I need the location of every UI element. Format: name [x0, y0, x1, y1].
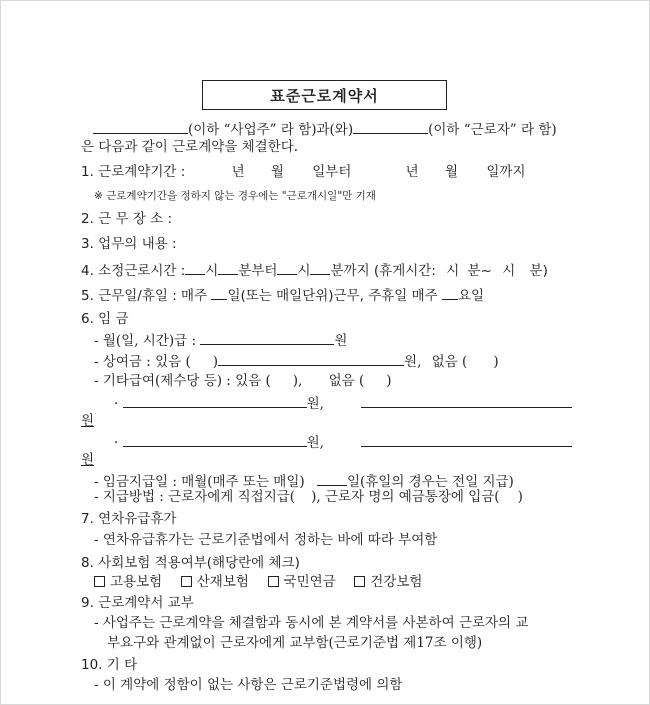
section-4-label: 4. 소정근로시간 :	[81, 263, 186, 279]
other-pay-item-1-amount-blank[interactable]	[361, 393, 572, 408]
payment-method-mid: ), 근로자 명의 예금통장에 입금(	[311, 489, 500, 505]
insurance-option-industrial[interactable]: 산재보험	[181, 574, 249, 590]
employer-name-blank[interactable]	[93, 119, 188, 134]
insurance-option-employment[interactable]: 고용보험	[94, 574, 162, 590]
section-1-note: ※ 근로계약기간을 정하지 않는 경우에는 "근로개시일"만 기재	[94, 190, 376, 202]
monthly-wage-row	[94, 330, 347, 350]
industrial-insurance-checkbox[interactable]	[181, 576, 192, 587]
payment-method-label: - 지급방법 : 근로자에게 직접지급(	[94, 489, 296, 505]
insurance-options	[94, 573, 422, 591]
employment-insurance-checkbox[interactable]	[94, 576, 105, 587]
section-3-job-description: 3. 업무의 내용 :	[81, 236, 177, 252]
health-insurance-checkbox[interactable]	[354, 576, 365, 587]
other-pay-item-2-blank[interactable]	[123, 432, 307, 447]
other-pay-none-close: )	[386, 373, 392, 389]
other-pay-item-1-unit: 원,	[306, 396, 324, 412]
bonus-amount-unit: 원,	[404, 354, 422, 370]
insurance-option-pension[interactable]: 국민연금	[268, 574, 336, 590]
section-5-mid: 일(또는 매일단위)근무, 주휴일 매주	[227, 288, 438, 304]
section-9-contract-delivery: 9. 근로계약서 교부	[81, 595, 194, 611]
other-pay-row	[94, 372, 392, 390]
section-1-contract-period	[81, 163, 525, 181]
section-7-annual-leave: 7. 연차유급휴가	[81, 511, 177, 527]
end-hour-unit: 시	[297, 263, 311, 279]
end-hour-blank[interactable]	[277, 260, 297, 275]
other-pay-item-1-wrap: 원	[81, 413, 95, 429]
workdays-per-week-blank[interactable]	[211, 285, 227, 300]
month-from-unit: 월	[270, 164, 284, 180]
end-minute-blank[interactable]	[310, 260, 330, 275]
payday-blank[interactable]	[317, 471, 347, 486]
break-end-hour-unit: 시	[502, 263, 516, 279]
intro-line-1	[93, 119, 557, 139]
monthly-wage-label: - 월(일, 시간)급 :	[94, 333, 197, 349]
bullet-icon: ·	[114, 396, 119, 412]
section-4-working-hours	[81, 260, 548, 280]
payday-label: - 임금지급일 : 매월(매주 또는 매일)	[94, 474, 305, 490]
bonus-close: )	[212, 354, 219, 370]
section-9-line-2: 부요구와 관계없이 근로자에게 교부함(근로기준법 제17조 이행)	[107, 635, 483, 651]
bonus-row	[94, 351, 499, 371]
month-to-unit: 월	[445, 164, 459, 180]
section-2-workplace: 2. 근 무 장 소 :	[81, 211, 173, 227]
other-pay-label: - 기타급여(제수당 등) : 있음 (	[94, 373, 271, 389]
other-pay-item-2	[114, 432, 324, 452]
payday-end: 일(휴일의 경우는 전일 지급)	[346, 474, 514, 490]
section-5-workdays	[81, 285, 484, 305]
worker-suffix: (이하 “근로자” 라 함)	[428, 122, 557, 138]
bonus-none-label: 없음 (	[431, 354, 468, 370]
section-5-label: 5. 근무일/휴일 : 매주	[81, 288, 208, 304]
monthly-wage-unit: 원	[334, 333, 348, 349]
pension-checkbox[interactable]	[268, 576, 279, 587]
section-6-wages: 6. 임 금	[81, 311, 129, 327]
start-minute-blank[interactable]	[218, 260, 238, 275]
weekly-holiday-blank[interactable]	[442, 285, 458, 300]
insurance-option-health[interactable]: 건강보험	[354, 574, 422, 590]
other-pay-none-label: 없음 (	[328, 373, 365, 389]
year-from-unit: 년	[231, 164, 245, 180]
bonus-amount-blank[interactable]	[218, 351, 404, 366]
other-pay-item-2-unit: 원,	[306, 435, 324, 451]
other-pay-item-2-amount-blank[interactable]	[361, 432, 572, 447]
payment-method-row	[94, 488, 523, 506]
section-10-body: - 이 계약에 정함이 없는 사항은 근로기준법령에 의함	[94, 677, 403, 693]
employer-suffix: (이하 “사업주” 라 함)과(와)	[188, 122, 354, 138]
year-to-unit: 년	[405, 164, 419, 180]
other-pay-close: ),	[292, 373, 303, 389]
section-8-social-insurance: 8. 사회보험 적용여부(해당란에 체크)	[81, 555, 300, 571]
day-to-unit: 일까지	[486, 164, 526, 180]
other-pay-item-1	[114, 393, 324, 413]
section-9-line-1: - 사업주는 근로계약을 체결함과 동시에 본 계약서를 사본하여 근로자의 교	[94, 615, 529, 631]
section-10-other: 10. 기 타	[81, 657, 138, 673]
section-5-end: 요일	[458, 288, 485, 304]
end-minute-unit: 분까지	[330, 263, 370, 279]
start-hour-unit: 시	[205, 263, 219, 279]
break-end-minute-unit: 분)	[529, 263, 548, 279]
bullet-icon: ·	[114, 435, 119, 451]
monthly-wage-blank[interactable]	[200, 330, 334, 345]
start-hour-blank[interactable]	[185, 260, 205, 275]
day-from-unit: 일부터	[312, 164, 352, 180]
section-7-body: - 연차유급휴가는 근로기준법에서 정하는 바에 따라 부여함	[94, 532, 438, 548]
intro-line-2: 은 다음과 같이 근로계약을 체결한다.	[81, 139, 299, 155]
bonus-none-close: )	[493, 354, 499, 370]
contract-title: 표준근로계약서	[202, 80, 447, 110]
section-1-label: 1. 근로계약기간 :	[81, 164, 186, 180]
other-pay-item-1-blank[interactable]	[123, 393, 307, 408]
break-start-minute-unit: 분~	[467, 263, 492, 279]
worker-name-blank[interactable]	[353, 119, 428, 134]
bonus-label: - 상여금 : 있음 (	[94, 354, 191, 370]
start-minute-unit: 분부터	[238, 263, 278, 279]
payment-method-end: )	[517, 489, 523, 505]
other-pay-item-2-wrap: 원	[81, 452, 95, 468]
break-time-label: (휴게시간:	[373, 263, 436, 279]
break-start-hour-unit: 시	[446, 263, 460, 279]
